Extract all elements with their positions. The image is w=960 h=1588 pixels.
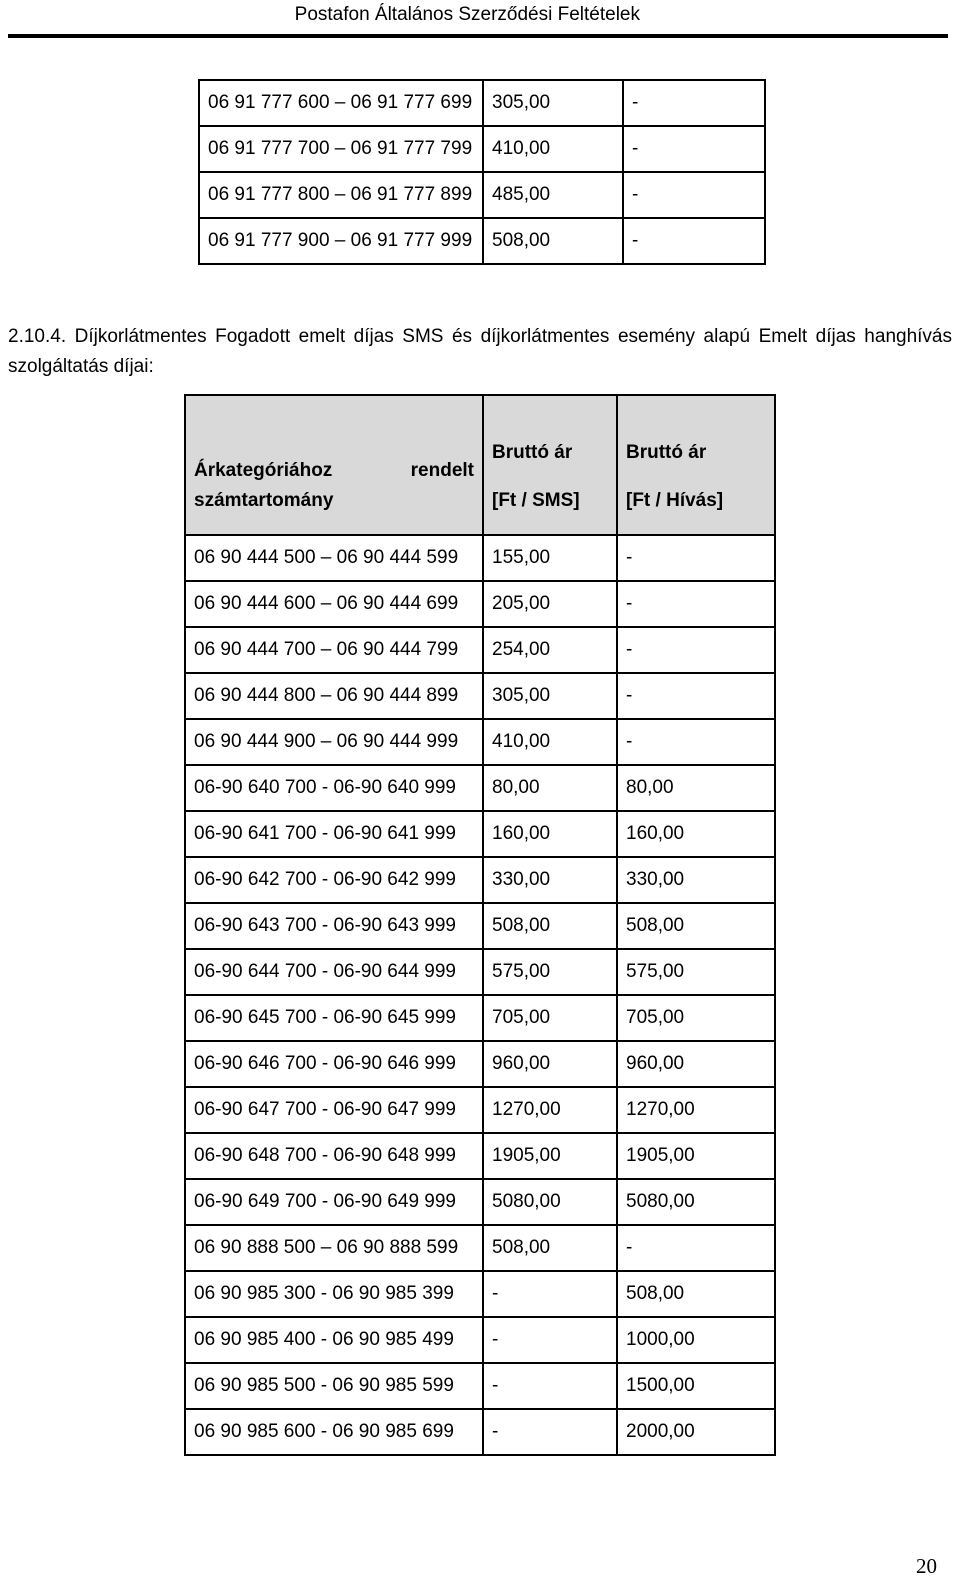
table-row [185, 1225, 775, 1271]
call-price-cell: 705,00 [617, 995, 775, 1041]
call-price-cell: - [617, 673, 775, 719]
sms-price-cell: 508,00 [483, 218, 623, 264]
call-price-cell: 508,00 [617, 903, 775, 949]
header-cell-range [185, 395, 483, 535]
header-call-line2: [Ft / Hívás] [626, 490, 724, 511]
table-row [199, 172, 765, 218]
header-range-part2: rendelt [410, 460, 474, 481]
sms-price-cell: 305,00 [483, 673, 617, 719]
sms-price-cell: 508,00 [483, 903, 617, 949]
table-row [185, 765, 775, 811]
header-cell-sms-price [483, 395, 617, 535]
sms-price-cell: 155,00 [483, 535, 617, 581]
range-cell: 06 91 777 800 – 06 91 777 899 [199, 172, 483, 218]
call-price-cell: 575,00 [617, 949, 775, 995]
range-cell: 06-90 645 700 - 06-90 645 999 [185, 995, 483, 1041]
call-price-cell: 508,00 [617, 1271, 775, 1317]
call-price-cell: - [623, 172, 765, 218]
table-row [185, 1409, 775, 1455]
range-cell: 06 90 444 600 – 06 90 444 699 [185, 581, 483, 627]
call-price-cell: - [623, 126, 765, 172]
table-row [185, 1087, 775, 1133]
table-row [185, 1179, 775, 1225]
sms-price-cell: - [483, 1409, 617, 1455]
sms-price-cell: 508,00 [483, 1225, 617, 1271]
table-row [185, 535, 775, 581]
range-cell: 06 91 777 600 – 06 91 777 699 [199, 80, 483, 126]
range-cell: 06 90 985 600 - 06 90 985 699 [185, 1409, 483, 1455]
call-price-cell: 330,00 [617, 857, 775, 903]
table-row [185, 903, 775, 949]
range-cell: 06-90 642 700 - 06-90 642 999 [185, 857, 483, 903]
range-cell: 06 90 444 900 – 06 90 444 999 [185, 719, 483, 765]
sms-price-cell: 575,00 [483, 949, 617, 995]
range-cell: 06-90 649 700 - 06-90 649 999 [185, 1179, 483, 1225]
range-cell: 06-90 647 700 - 06-90 647 999 [185, 1087, 483, 1133]
header-sms-line2: [Ft / SMS] [492, 490, 580, 511]
call-price-cell: - [617, 581, 775, 627]
range-cell: 06-90 646 700 - 06-90 646 999 [185, 1041, 483, 1087]
call-price-cell: - [617, 627, 775, 673]
price-table-090-body [185, 395, 775, 1455]
table-row [185, 995, 775, 1041]
table-row [185, 1133, 775, 1179]
table-row [199, 218, 765, 264]
table-row [185, 1363, 775, 1409]
range-cell: 06 91 777 700 – 06 91 777 799 [199, 126, 483, 172]
table-row [185, 1271, 775, 1317]
sms-price-cell: - [483, 1363, 617, 1409]
section-title: 2.10.4. Díjkorlátmentes Fogadott emelt díjas SMS és díjkorlátmentes esemény alapú Emelt díjas hanghívás szolgáltatás díjai: [8, 326, 952, 377]
header-sms-line1: Bruttó ár [492, 442, 573, 463]
call-price-cell: - [623, 80, 765, 126]
range-cell: 06-90 643 700 - 06-90 643 999 [185, 903, 483, 949]
header-divider [8, 34, 948, 38]
range-cell: 06 90 985 300 - 06 90 985 399 [185, 1271, 483, 1317]
sms-price-cell: 254,00 [483, 627, 617, 673]
table-row [185, 1041, 775, 1087]
table-row [185, 719, 775, 765]
range-cell: 06-90 641 700 - 06-90 641 999 [185, 811, 483, 857]
range-cell: 06-90 644 700 - 06-90 644 999 [185, 949, 483, 995]
call-price-cell: 160,00 [617, 811, 775, 857]
table-header-row [185, 395, 775, 535]
price-table-091 [198, 79, 766, 265]
table-row [199, 80, 765, 126]
sms-price-cell: 5080,00 [483, 1179, 617, 1225]
call-price-cell: 80,00 [617, 765, 775, 811]
sms-price-cell: 410,00 [483, 719, 617, 765]
header-range-part3: számtartomány [194, 490, 334, 511]
table-row [185, 949, 775, 995]
sms-price-cell: 80,00 [483, 765, 617, 811]
table-row [185, 627, 775, 673]
table-row [185, 673, 775, 719]
range-cell: 06 91 777 900 – 06 91 777 999 [199, 218, 483, 264]
table-row [199, 126, 765, 172]
call-price-cell: - [617, 535, 775, 581]
sms-price-cell: 410,00 [483, 126, 623, 172]
page-header [0, 4, 948, 26]
call-price-cell: 1270,00 [617, 1087, 775, 1133]
range-cell: 06 90 985 400 - 06 90 985 499 [185, 1317, 483, 1363]
range-cell: 06-90 640 700 - 06-90 640 999 [185, 765, 483, 811]
call-price-cell: 2000,00 [617, 1409, 775, 1455]
sms-price-cell: - [483, 1271, 617, 1317]
call-price-cell: - [617, 719, 775, 765]
range-cell: 06-90 648 700 - 06-90 648 999 [185, 1133, 483, 1179]
table-row [185, 857, 775, 903]
price-table-091-body [199, 80, 765, 264]
call-price-cell: 1905,00 [617, 1133, 775, 1179]
range-cell: 06 90 444 700 – 06 90 444 799 [185, 627, 483, 673]
range-cell: 06 90 985 500 - 06 90 985 599 [185, 1363, 483, 1409]
call-price-cell: 1000,00 [617, 1317, 775, 1363]
sms-price-cell: 205,00 [483, 581, 617, 627]
table-row [185, 581, 775, 627]
price-table-090 [184, 394, 776, 1456]
call-price-cell: 5080,00 [617, 1179, 775, 1225]
sms-price-cell: 485,00 [483, 172, 623, 218]
header-cell-call-price [617, 395, 775, 535]
table-row [185, 811, 775, 857]
range-cell: 06 90 888 500 – 06 90 888 599 [185, 1225, 483, 1271]
sms-price-cell: 960,00 [483, 1041, 617, 1087]
call-price-cell: 1500,00 [617, 1363, 775, 1409]
sms-price-cell: 330,00 [483, 857, 617, 903]
sms-price-cell: 1270,00 [483, 1087, 617, 1133]
range-cell: 06 90 444 500 – 06 90 444 599 [185, 535, 483, 581]
sms-price-cell: 705,00 [483, 995, 617, 1041]
call-price-cell: 960,00 [617, 1041, 775, 1087]
table-row [185, 1317, 775, 1363]
header-range-part1: Árkategóriához [194, 460, 333, 481]
range-cell: 06 90 444 800 – 06 90 444 899 [185, 673, 483, 719]
sms-price-cell: 1905,00 [483, 1133, 617, 1179]
sms-price-cell: 160,00 [483, 811, 617, 857]
header-call-line1: Bruttó ár [626, 442, 707, 463]
call-price-cell: - [623, 218, 765, 264]
header-title: Postafon Általános Szerződési Feltételek [294, 4, 640, 25]
page-number: 20 [916, 1554, 937, 1578]
call-price-cell: - [617, 1225, 775, 1271]
sms-price-cell: 305,00 [483, 80, 623, 126]
sms-price-cell: - [483, 1317, 617, 1363]
